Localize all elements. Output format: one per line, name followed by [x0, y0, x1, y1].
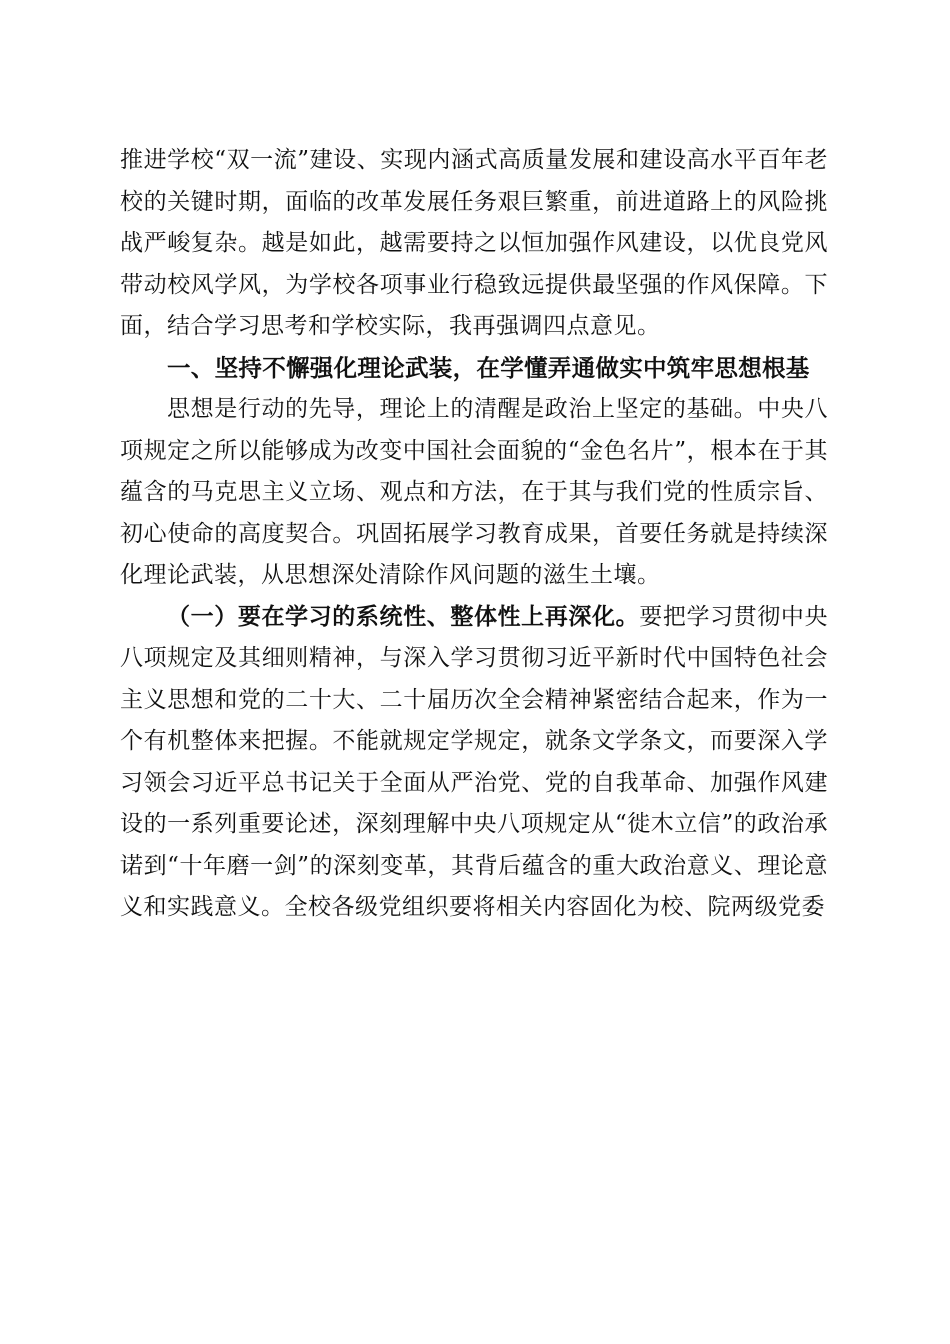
subsection-one-paragraph: [120, 597, 828, 929]
document-page: [120, 140, 828, 929]
section-one-heading: 一、坚持不懈强化理论武装，在学懂弄通做实中筑牢思想根基: [167, 353, 810, 382]
intro-paragraph: 推进学校“双一流”建设、实现内涵式高质量发展和建设高水平百年老校的关键时期，面临的改革发展任务艰巨繁重，前进道路上的风险挑战严峻复杂。越是如此，越需要持之以恒加强作风建设，以优良党风带动校风学风，为学校各项事业行稳致远提供最坚强的作风保障。下面，结合学习思考和学校实际，我再强调四点意见。: [120, 147, 828, 339]
subsection-one-heading: （一）要在学习的系统性、整体性上再深化。: [167, 603, 640, 630]
subsection-one-body: 要把学习贯彻中央八项规定及其细则精神，与深入学习贯彻习近平新时代中国特色社会主义思想和党的二十大、二十届历次全会精神紧密结合起来，作为一个有机整体来把握。不能就规定学规定，就条文学条文，而要深入学习领会习近平总书记关于全面从严治党、党的自我革命、加强作风建设的一系列重要论述，深刻理解中央八项规定从“徙木立信”的政治承诺到“十年磨一剑”的深刻变革，其背后蕴含的重大政治意义、理论意义和实践意义。全校各级党组织要将相关内容固化为校、院两级党委: [120, 603, 829, 920]
section-one-paragraph: 思想是行动的先导，理论上的清醒是政治上坚定的基础。中央八项规定之所以能够成为改变中国社会面貌的“金色名片”，根本在于其蕴含的马克思主义立场、观点和方法，在于其与我们党的性质宗旨、初心使命的高度契合。巩固拓展学习教育成果，首要任务就是持续深化理论武装，从思想深处清除作风问题的滋生土壤。: [120, 396, 828, 588]
